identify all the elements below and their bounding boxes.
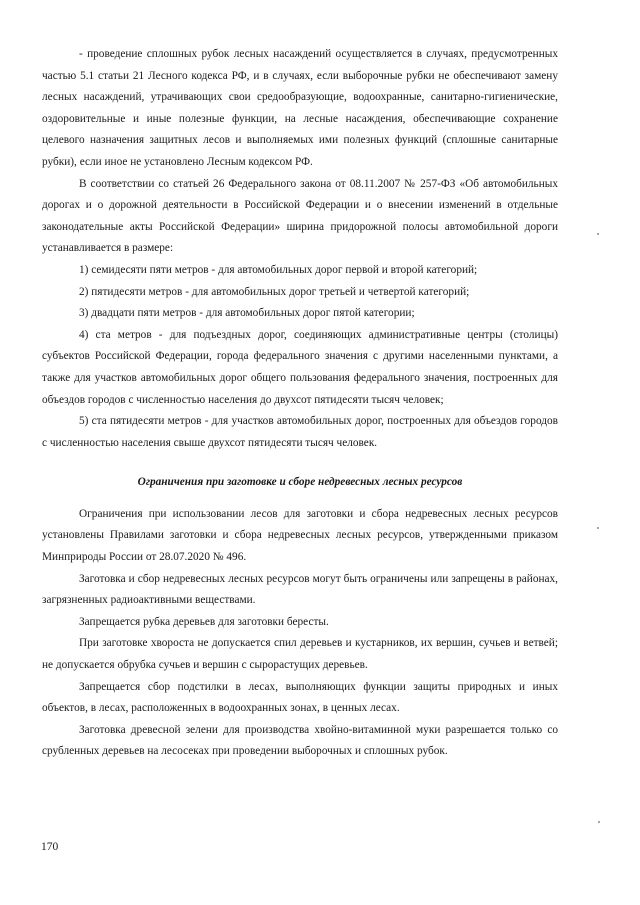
list-item-road-width-3: 3) двадцати пяти метров - для автомобильных дорог пятой категории;: [79, 307, 415, 320]
document-page: [42, 44, 558, 763]
scan-speck: [597, 233, 599, 235]
page-number: 170: [41, 841, 59, 853]
paragraph-green-wood: Заготовка древесной зелени для производства хвойно-витаминной муки разрешается только со срубленных деревьев на лесосеках при проведении выборочных и сплошных рубок.: [42, 723, 558, 758]
list-item-road-width-4: 4) ста метров - для подъездных дорог, соединяющих административные центры (столицы) субъектов Российской Федерации, города федерального значения с другими населенными пунктами, а также для участков автомобильных дорог общего пользования федерального значения, построенных для объездов городов с численностью населения до двухсот пятидесяти тысяч человек;: [42, 328, 558, 406]
paragraph-clearcut-conditions: - проведение сплошных рубок лесных насаждений осуществляется в случаях, предусмотренных частью 5.1 статьи 21 Лесного кодекса РФ, и в случаях, если выборочные рубки не обеспечивают замену лесных насаждений, утрачивающих свои средообразующие, водоохранные, санитарно-гигиенические, оздоровительные и иные полезные функции, на лесные насаждения, обеспечивающие сохранение целевого назначения защитных лесов и выполняемых ими полезных функций (сплошные санитарные рубки), если иное не установлено Лесным кодексом РФ.: [42, 48, 558, 168]
section-heading: Ограничения при заготовке и сборе недревесных лесных ресурсов: [137, 476, 463, 489]
paragraph-birch-bark: Запрещается рубка деревьев для заготовки бересты.: [79, 615, 329, 628]
paragraph-rules: Ограничения при использовании лесов для заготовки и сбора недревесных лесных ресурсов установлены Правилами заготовки и сбора недревесных лесных ресурсов, утвержденными приказом Минприроды России от 28.07.2020 № 496.: [42, 507, 558, 564]
scan-speck: [598, 821, 600, 823]
paragraph-radioactive: Заготовка и сбор недревесных лесных ресурсов могут быть ограничены или запрещены в районах, загрязненных радиоактивными веществами.: [42, 572, 558, 607]
paragraph-roadside-law: В соответствии со статьей 26 Федерального закона от 08.11.2007 № 257-ФЗ «Об автомобильных дорогах и о дорожной деятельности в Российской Федерации и о внесении изменений в отдельные законодательные акты Российской Федерации» ширина придорожной полосы автомобильной дороги устанавливается в размере:: [42, 177, 558, 255]
paragraph-litter: Запрещается сбор подстилки в лесах, выполняющих функции защиты природных и иных объектов, в лесах, расположенных в водоохранных зонах, в ценных лесах.: [42, 680, 558, 715]
scan-speck: [597, 527, 599, 529]
list-item-road-width-2: 2) пятидесяти метров - для автомобильных дорог третьей и четвертой категорий;: [79, 285, 470, 298]
list-item-road-width-5: 5) ста пятидесяти метров - для участков автомобильных дорог, построенных для объездов городов с численностью населения свыше двухсот пятидесяти тысяч человек.: [42, 415, 558, 449]
paragraph-brushwood: При заготовке хвороста не допускается спил деревьев и кустарников, их вершин, сучьев и ветвей; не допускается обрубка сучьев и вершин с сырорастущих деревьев.: [42, 637, 558, 672]
list-item-road-width-1: 1) семидесяти пяти метров - для автомобильных дорог первой и второй категорий;: [79, 263, 478, 276]
